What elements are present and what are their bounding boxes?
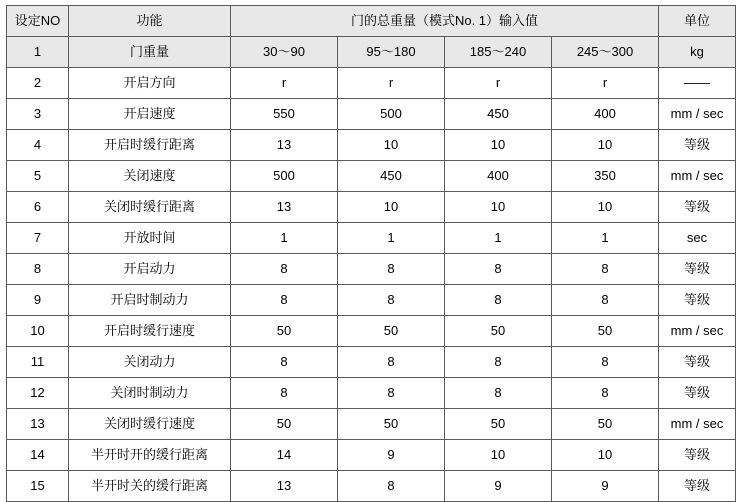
row-value-4: 245～300: [552, 37, 659, 68]
row-unit: 等级: [659, 130, 736, 161]
row-value-3: 8: [445, 254, 552, 285]
table-row: [7, 130, 736, 161]
row-unit: 等级: [659, 254, 736, 285]
row-value-4: 9: [552, 471, 659, 502]
row-unit: sec: [659, 223, 736, 254]
table-row: [7, 471, 736, 502]
row-value-4: 400: [552, 99, 659, 130]
table-body: [7, 37, 736, 502]
row-value-2: 8: [338, 254, 445, 285]
row-function: 门重量: [69, 37, 231, 68]
parameter-sheet: [6, 5, 735, 502]
table-row: [7, 316, 736, 347]
row-value-4: 1: [552, 223, 659, 254]
row-unit: 等级: [659, 347, 736, 378]
row-setting-no: 12: [7, 378, 69, 409]
header-row: [7, 6, 736, 37]
row-setting-no: 5: [7, 161, 69, 192]
row-setting-no: 7: [7, 223, 69, 254]
row-value-1: 500: [231, 161, 338, 192]
row-unit: kg: [659, 37, 736, 68]
row-unit: mm / sec: [659, 316, 736, 347]
row-value-2: 450: [338, 161, 445, 192]
row-value-4: r: [552, 68, 659, 99]
row-value-2: 50: [338, 409, 445, 440]
row-unit: mm / sec: [659, 161, 736, 192]
row-value-3: 400: [445, 161, 552, 192]
row-value-2: 50: [338, 316, 445, 347]
table-row: [7, 223, 736, 254]
table-row: [7, 440, 736, 471]
row-setting-no: 10: [7, 316, 69, 347]
row-value-3: 10: [445, 440, 552, 471]
table-head: [7, 6, 736, 37]
row-value-3: 50: [445, 409, 552, 440]
row-value-4: 10: [552, 440, 659, 471]
row-unit: ——: [659, 68, 736, 99]
row-value-2: 8: [338, 471, 445, 502]
row-value-3: 9: [445, 471, 552, 502]
row-value-1: 8: [231, 285, 338, 316]
row-value-3: 185～240: [445, 37, 552, 68]
row-value-4: 10: [552, 192, 659, 223]
row-value-2: r: [338, 68, 445, 99]
row-function: 半开时关的缓行距离: [69, 471, 231, 502]
row-value-4: 50: [552, 409, 659, 440]
row-unit: 等级: [659, 440, 736, 471]
row-value-4: 8: [552, 378, 659, 409]
row-unit: 等级: [659, 285, 736, 316]
table-row: [7, 285, 736, 316]
row-value-3: 1: [445, 223, 552, 254]
row-function: 关闭时缓行距离: [69, 192, 231, 223]
row-function: 开启时缓行距离: [69, 130, 231, 161]
table-row: [7, 254, 736, 285]
row-value-2: 8: [338, 378, 445, 409]
row-value-2: 8: [338, 347, 445, 378]
row-function: 半开时开的缓行距离: [69, 440, 231, 471]
header-unit: 单位: [659, 6, 736, 37]
header-function: 功能: [69, 6, 231, 37]
row-setting-no: 14: [7, 440, 69, 471]
row-value-3: 10: [445, 192, 552, 223]
row-value-3: 50: [445, 316, 552, 347]
row-value-3: 8: [445, 347, 552, 378]
row-unit: 等级: [659, 471, 736, 502]
row-value-2: 95～180: [338, 37, 445, 68]
row-value-1: 13: [231, 130, 338, 161]
row-value-1: r: [231, 68, 338, 99]
row-function: 关闭速度: [69, 161, 231, 192]
row-setting-no: 11: [7, 347, 69, 378]
row-unit: mm / sec: [659, 99, 736, 130]
row-value-1: 8: [231, 378, 338, 409]
row-value-2: 9: [338, 440, 445, 471]
row-value-2: 1: [338, 223, 445, 254]
table-row: [7, 161, 736, 192]
row-setting-no: 15: [7, 471, 69, 502]
row-unit: 等级: [659, 378, 736, 409]
row-value-1: 8: [231, 347, 338, 378]
parameter-table: [6, 5, 736, 502]
row-value-2: 500: [338, 99, 445, 130]
row-value-1: 550: [231, 99, 338, 130]
row-value-1: 8: [231, 254, 338, 285]
row-setting-no: 6: [7, 192, 69, 223]
table-row: [7, 37, 736, 68]
row-function: 关闭动力: [69, 347, 231, 378]
row-setting-no: 13: [7, 409, 69, 440]
row-value-1: 30～90: [231, 37, 338, 68]
table-row: [7, 378, 736, 409]
header-setting-no: 设定NO: [7, 6, 69, 37]
row-value-3: 450: [445, 99, 552, 130]
row-value-1: 1: [231, 223, 338, 254]
table-row: [7, 409, 736, 440]
row-value-3: 8: [445, 285, 552, 316]
row-setting-no: 3: [7, 99, 69, 130]
row-value-1: 13: [231, 192, 338, 223]
row-function: 开放时间: [69, 223, 231, 254]
row-value-4: 50: [552, 316, 659, 347]
row-value-2: 10: [338, 192, 445, 223]
row-value-1: 13: [231, 471, 338, 502]
row-setting-no: 4: [7, 130, 69, 161]
row-setting-no: 2: [7, 68, 69, 99]
row-function: 开启时缓行速度: [69, 316, 231, 347]
row-value-1: 50: [231, 316, 338, 347]
row-value-4: 8: [552, 347, 659, 378]
header-door-weight-group: 门的总重量（模式No. 1）输入值: [231, 6, 659, 37]
row-value-3: 10: [445, 130, 552, 161]
row-value-2: 10: [338, 130, 445, 161]
row-value-1: 14: [231, 440, 338, 471]
row-value-4: 8: [552, 254, 659, 285]
row-unit: mm / sec: [659, 409, 736, 440]
row-function: 关闭时缓行速度: [69, 409, 231, 440]
row-function: 开启动力: [69, 254, 231, 285]
row-value-1: 50: [231, 409, 338, 440]
row-setting-no: 8: [7, 254, 69, 285]
row-value-3: 8: [445, 378, 552, 409]
row-function: 关闭时制动力: [69, 378, 231, 409]
row-unit: 等级: [659, 192, 736, 223]
row-value-4: 8: [552, 285, 659, 316]
table-row: [7, 347, 736, 378]
row-setting-no: 1: [7, 37, 69, 68]
row-function: 开启方向: [69, 68, 231, 99]
row-setting-no: 9: [7, 285, 69, 316]
row-function: 开启速度: [69, 99, 231, 130]
row-value-2: 8: [338, 285, 445, 316]
table-row: [7, 99, 736, 130]
row-value-4: 10: [552, 130, 659, 161]
table-row: [7, 68, 736, 99]
row-value-4: 350: [552, 161, 659, 192]
row-function: 开启时制动力: [69, 285, 231, 316]
table-row: [7, 192, 736, 223]
row-value-3: r: [445, 68, 552, 99]
